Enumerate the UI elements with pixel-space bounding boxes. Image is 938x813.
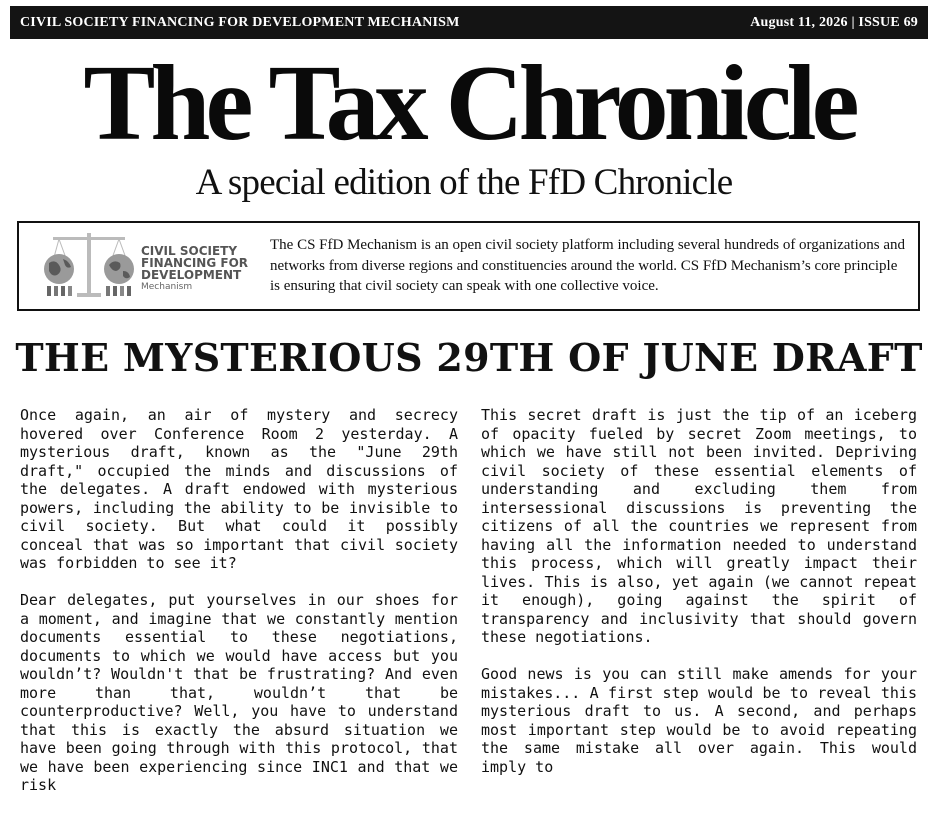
- paragraph: Good news is you can still make amends for your mistakes... A first step would be to reveal this mysterious draft to us. A second, and perhaps most important step would be to avoid repeating the same mistake all over again. This would imply to: [481, 665, 917, 776]
- cs-ffd-logo: [39, 231, 269, 301]
- info-box: [17, 221, 920, 311]
- logo-wordmark: CIVIL SOCIETY FINANCING FOR DEVELOPMENT Mechanism: [141, 244, 249, 292]
- paragraph: Dear delegates, put yourselves in our shoes for a moment, and imagine that we constantly mention documents essential to these negotiations, documents to which we would have access but you wouldn’t? Wouldn't that be frustrating? And even more than that, wouldn’t that be counterproductive? Well, you have to understand that this is exactly the absurd situation we have been going through with this protocol, that we have been experiencing since INC1 and that we risk: [20, 591, 458, 794]
- top-banner: [10, 6, 928, 39]
- masthead-title: The Tax Chronicle: [83, 44, 855, 163]
- article-headline: THE MYSTERIOUS 29TH OF JUNE DRAFT: [15, 335, 923, 380]
- paragraph: Once again, an air of mystery and secrecy hovered over Conference Room 2 yesterday. A mysterious draft, known as the "June 29th draft," occupied the minds and discussions of the delegates. A draft endowed with mysterious powers, including the ability to be invisible to civil society. But what could it possibly conceal that was so important that civil society was forbidden to see it?: [20, 406, 458, 572]
- org-name: CIVIL SOCIETY FINANCING FOR DEVELOPMENT MECHANISM: [20, 14, 460, 30]
- masthead-subtitle: A special edition of the FfD Chronicle: [195, 162, 733, 203]
- article-column-right: [481, 406, 917, 795]
- paragraph: This secret draft is just the tip of an iceberg of opacity fueled by secret Zoom meetings, to which we have still not been invited. Depriving civil society of these essential elements of understanding and excluding them from intersessional discussions is preventing the citizens of all the countries we represent from having all the information needed to understand this process, which will greatly impact their lives. This is also, yet again (we cannot repeat it enough), going against the spirit of transparency and inclusivity that should govern these negotiations.: [481, 406, 917, 646]
- dateline: August 11, 2026 | ISSUE 69: [750, 14, 918, 30]
- scales-globes-icon: [39, 231, 139, 301]
- mechanism-description: The CS FfD Mechanism is an open civil society platform including several hundreds of organizations and networks from diverse regions and constituencies around the world. CS FfD Mechanism’s core principle is ensuring that civil society can speak with one collective voice.: [270, 237, 906, 294]
- article-column-left: [20, 406, 458, 813]
